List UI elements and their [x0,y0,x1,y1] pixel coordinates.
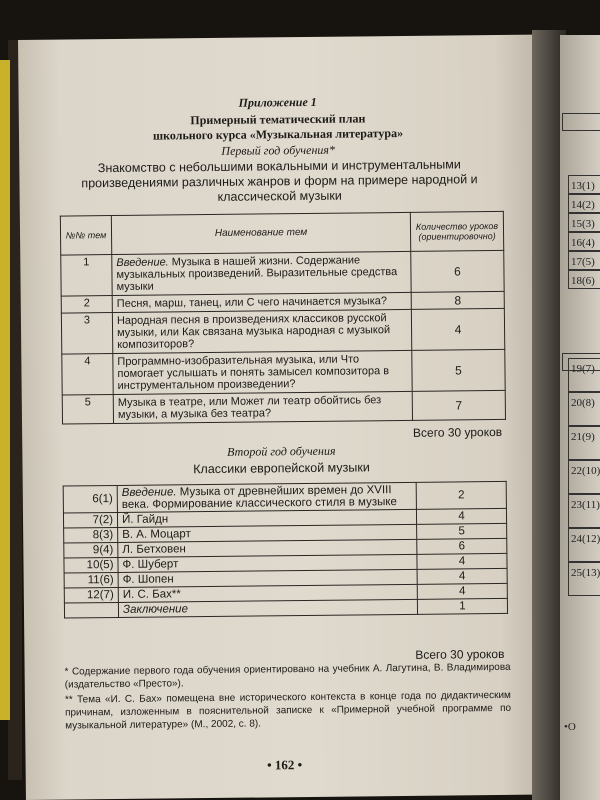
right-table-row: 24(12) [568,528,600,562]
topic-number: 5 [62,395,113,425]
table-row [62,349,505,395]
topic-name [112,309,411,353]
topic-number: 11(6) [64,572,118,588]
total-year2: Всего 30 уроков [415,646,505,662]
topic-text: Песня, марш, танец, или С чего начинается музыка? [116,295,388,310]
lesson-count: 8 [411,291,504,309]
topic-number: 12(7) [64,587,118,603]
table-row [62,390,505,424]
footnote-2: ** Тема «И. С. Бах» помещена вне исторического контекста в конце года по дидактическим причинам, изложенным в пояснительной записке к «Примерной учебной программе по музыкальной литературе» (М., 2002, с. 8). [64,689,512,732]
footnote-1: * Содержание первого года обучения ориентировано на учебник А. Лагутина, В. Владимирова (издательство «Престо»). [64,661,511,691]
table-row [64,598,507,618]
lesson-count: 6 [411,250,504,292]
topic-text: И. С. Бах** [122,588,181,601]
lesson-count: 4 [411,308,504,350]
lesson-count: 4 [417,568,507,584]
table-row [61,308,504,354]
lesson-count: 5 [417,523,507,539]
right-page-text: •О [564,721,576,733]
topic-name [112,251,411,295]
total-year1: Всего 30 уроков [412,424,503,440]
year1-heading: Первый год обучения* [221,142,336,158]
topic-text: Музыка в нашей жизни. Содержание музыкальных произведений. Выразительные средства музыки [116,254,398,293]
lesson-count: 6 [417,538,507,554]
right-table-row: 19(7) [568,358,600,392]
lesson-count: 1 [417,598,507,614]
year2-section: Классики европейской музыки [193,460,370,477]
left-page [18,35,544,800]
table-row [61,250,504,296]
right-table-row: 16(4) [568,232,600,251]
right-table-row: 21(9) [568,426,600,460]
lesson-count: 4 [417,583,507,599]
topic-number: 3 [61,313,112,355]
topic-text: Л. Бетховен [122,543,186,556]
topic-name [117,482,416,512]
topic-number: 2 [61,296,112,314]
topic-text: Народная песня в произведениях классиков русской музыки, или Как связана музыка народная с музыкой композиторов? [116,312,391,351]
book-cover-edge [0,60,10,720]
topic-text: В. А. Моцарт [122,528,191,541]
topic-number: 10(5) [64,557,118,573]
topic-name [113,350,412,394]
right-table-row: 18(6) [568,270,600,289]
topic-text: Программно-изобразительная музыка, или Что помогает услышать и понять замысел композитора в инструментальном произведении? [117,353,390,392]
right-table-top [562,113,600,131]
title-line-1: Примерный тематический план [190,111,366,128]
title-line-2: школьного курса «Музыкальная литература» [152,125,404,143]
topic-text: Ф. Шуберт [122,558,179,571]
lesson-count: 4 [417,553,507,569]
lesson-count: 7 [412,390,505,420]
topic-text: Ф. Шопен [122,573,174,586]
topic-number: 6(1) [63,485,117,513]
right-table-row: 22(10) [568,460,600,494]
topic-lead: Заключение [122,603,189,616]
topic-number: 1 [61,255,112,297]
header-count: Количество уроков (ориентировочно) [410,211,503,251]
topic-lead: Введение. [121,486,177,499]
topic-number [64,602,118,618]
header-num: №№ тем [60,216,111,256]
right-table-row: 13(1) [568,175,600,194]
lesson-count: 4 [416,508,506,524]
right-table-row: 17(5) [568,251,600,270]
topic-text: Музыка в театре, или Может ли театр обойтись без музыки, а музыка без театра? [117,394,382,421]
appendix-label: Приложение 1 [238,94,317,110]
lesson-count: 5 [412,349,505,391]
plan-table-year2 [63,481,508,619]
table-header-row [60,211,503,255]
right-table-row: 20(8) [568,392,600,426]
topic-number: 9(4) [64,542,118,558]
topic-name [118,599,417,617]
right-page [560,35,600,800]
topic-lead: Введение. [116,256,169,269]
right-table-row: 25(13) [568,562,600,596]
plan-table-year1 [60,211,506,425]
topic-text: Музыка от древнейших времен до XVIII века. Формирование классического стиля в музыке [121,484,397,511]
header-name: Наименование тем [111,212,410,254]
right-table-row: 23(11) [568,494,600,528]
page-number: • 162 • [266,757,303,773]
topic-number: 7(2) [63,512,117,528]
year1-intro: Знакомство с небольшими вокальными и инструментальными произведениями различных жанров и форм на примере народной и классической музыки [81,157,478,204]
right-table-row: 14(2) [568,194,600,213]
year2-heading: Второй год обучения [227,443,336,459]
topic-number: 4 [62,354,113,396]
topic-name [113,391,412,423]
lesson-count: 2 [416,481,506,509]
topic-number: 8(3) [64,527,118,543]
right-table-row: 15(3) [568,213,600,232]
topic-text: Й. Гайдн [121,513,169,526]
